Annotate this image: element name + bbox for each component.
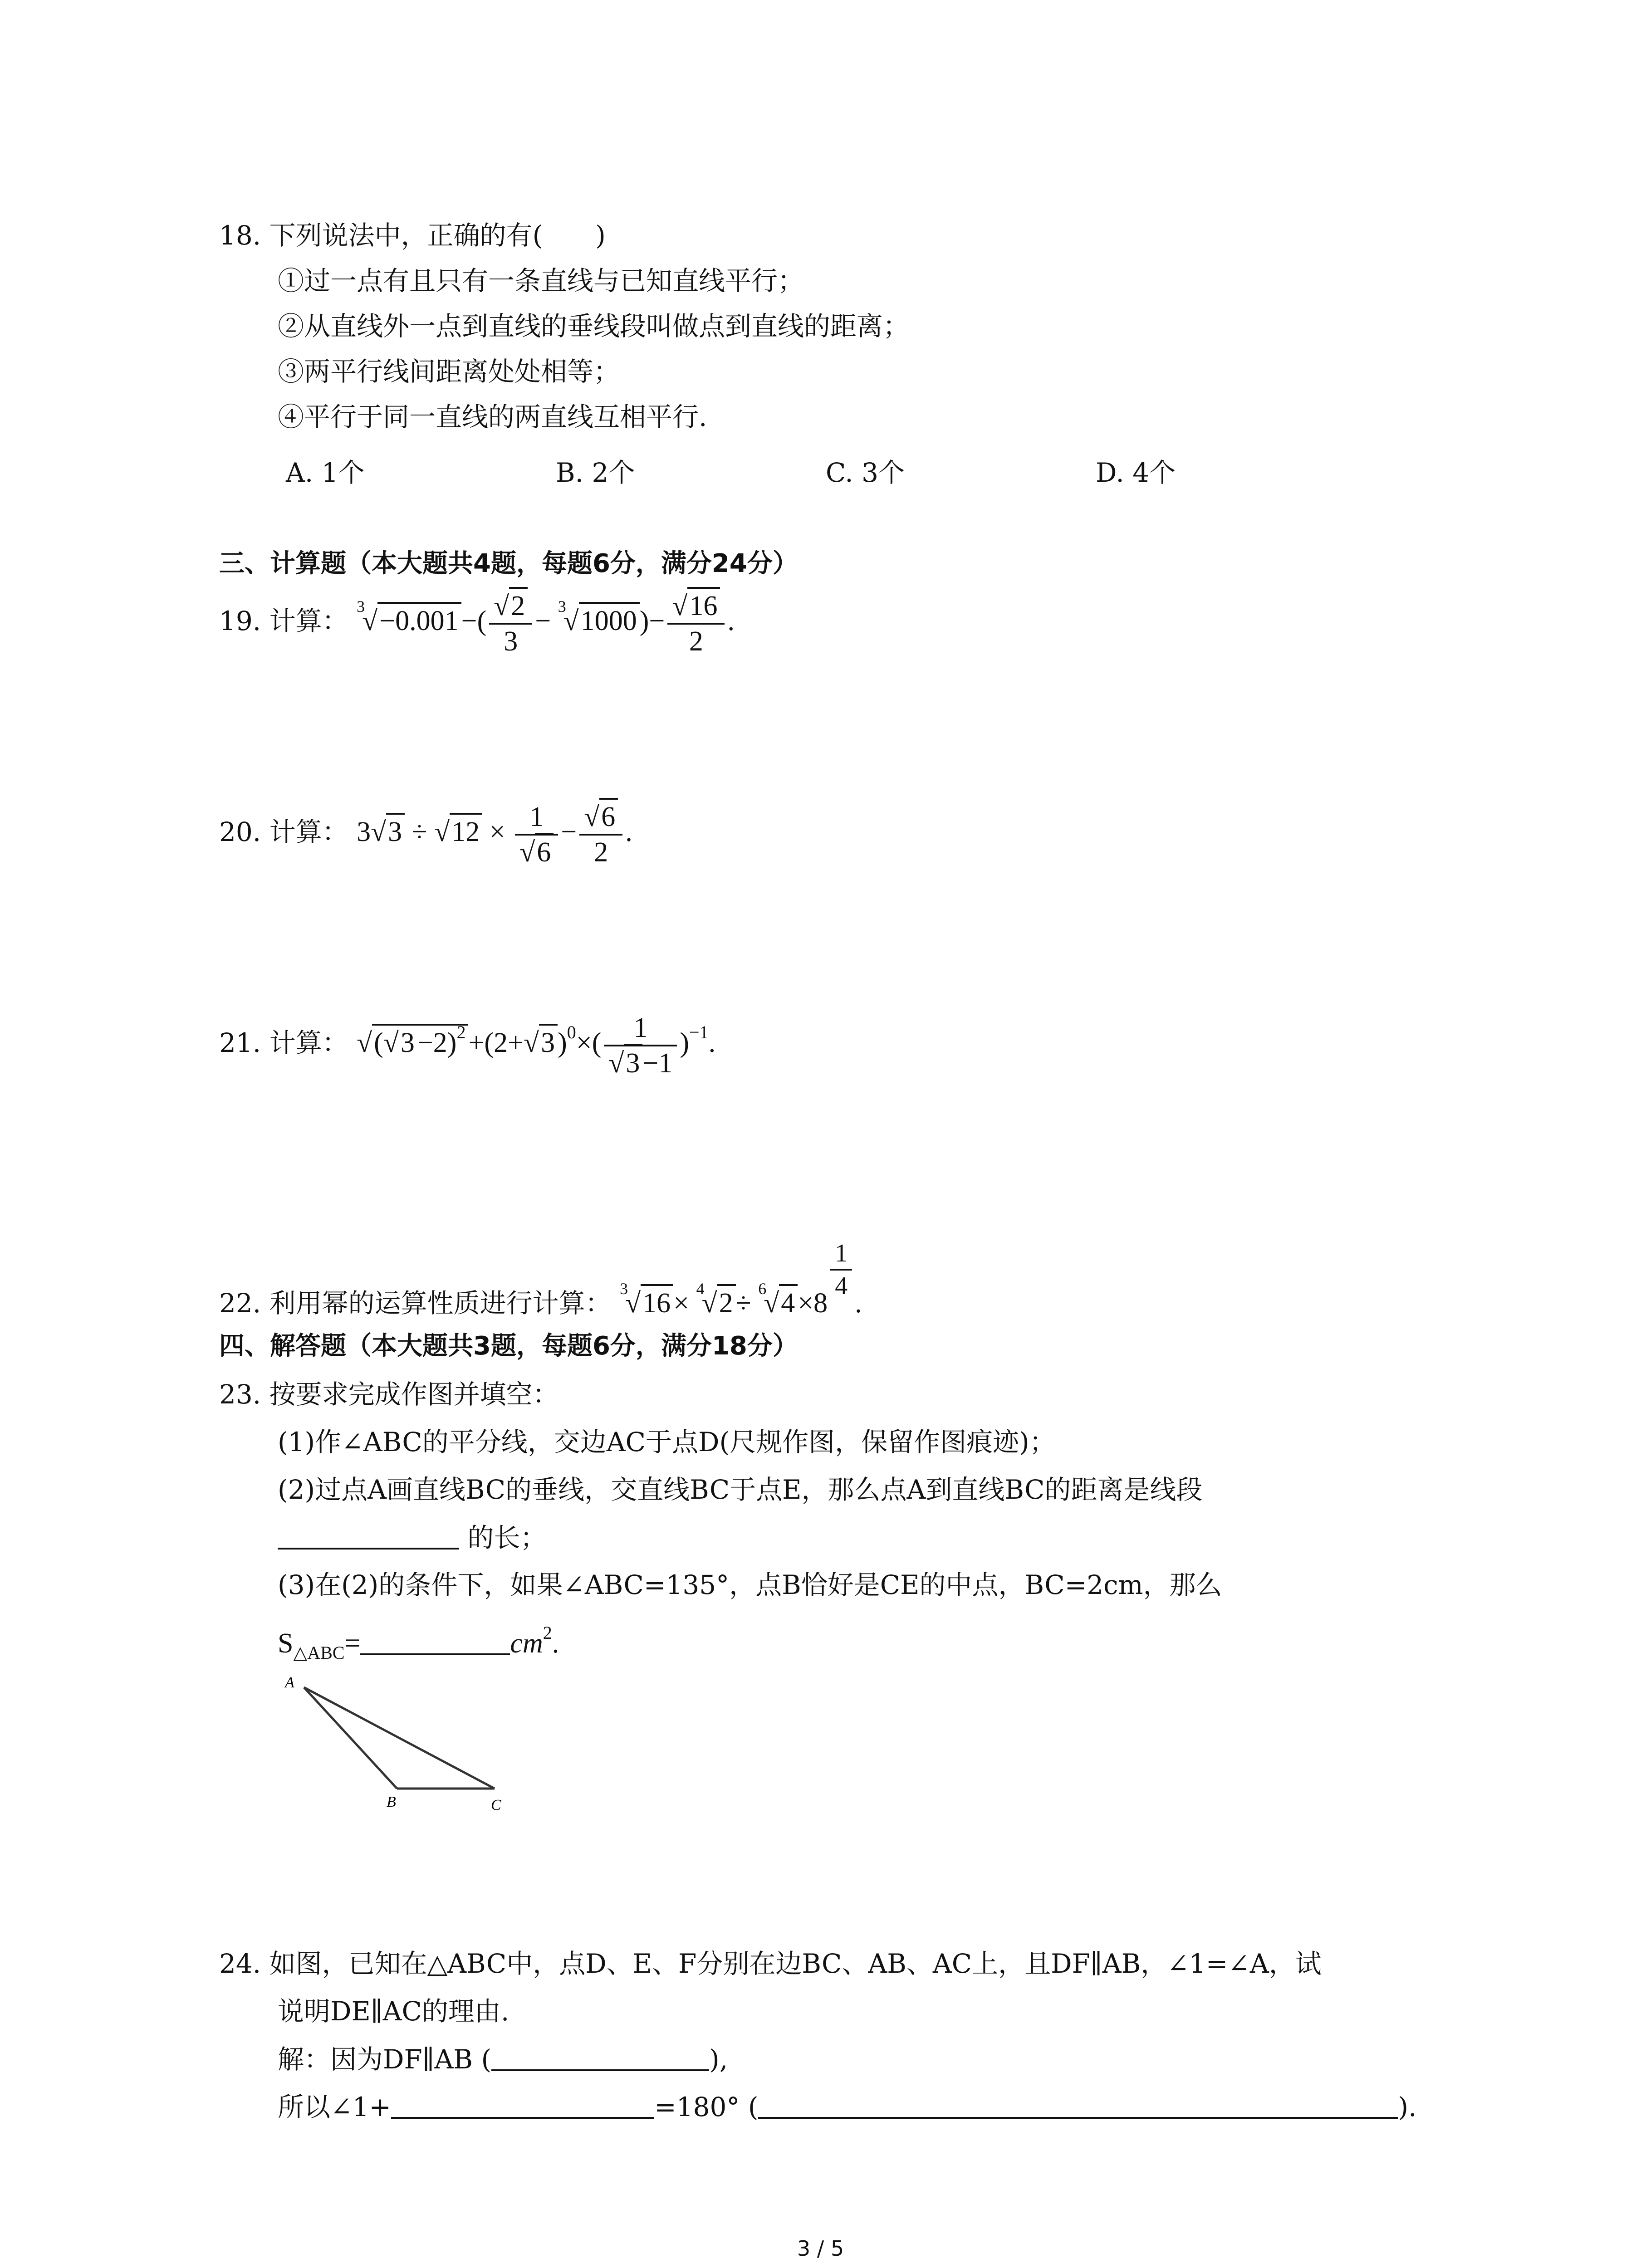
q19-op: −( [461,606,487,637]
q19-frac2-den: 2 [689,626,703,657]
q24-blank-1[interactable] [491,2046,709,2071]
q22-times: × [673,1288,690,1319]
q21-p2: −2) [417,1027,457,1059]
q23-area-s: S [278,1628,294,1659]
q21-exp-1: 2 [456,1022,466,1043]
q24-eq: =180° ( [654,2092,759,2122]
q22-root-1: 16 [641,1284,673,1319]
q23-unit: cm [510,1628,543,1659]
section-4-heading: 四、解答题（本大题共3题，每题6分，满分18分） [219,1331,798,1361]
q19-close: )− [639,606,665,637]
q21-exp-2: 0 [567,1022,576,1043]
q19-root-2: 1000 [579,602,640,636]
label-c: C [491,1797,501,1813]
q21-root-2: 3 [539,1024,558,1058]
q23-part-2-tail: 的长； [467,1522,547,1553]
q20-frac2-num: 6 [599,798,618,832]
q18-item-1: ①过一点有且只有一条直线与已知直线平行； [278,265,804,296]
q18-item-2: ②从直线外一点到直线的垂线段叫做点到直线的距离； [278,311,910,342]
q21-p4: ) [558,1027,567,1059]
q21-end: . [708,1027,716,1059]
q21-frac-den-root: 3 [624,1044,642,1079]
q23-part-3: (3)在(2)的条件下，如果∠ABC=135°，点B恰好是CE的中点，BC=2cm，那么 [278,1569,1222,1600]
q21-exp-3: −1 [689,1022,709,1043]
q20-label: 20. 计算： [219,816,348,848]
q20-times: × [489,816,505,848]
q20-coef: 3 [357,816,371,848]
q24-blank-3[interactable] [758,2093,1398,2119]
page-number: 3 / 5 [797,2236,844,2261]
q20-end: . [625,816,632,848]
q21-p5: ×( [576,1027,602,1059]
q18-option-b: B. 2个 [556,457,635,488]
triangle-figure [268,1669,522,1814]
q21-frac-num: 1 [604,1014,677,1046]
q22-label: 22. 利用幂的运算性质进行计算： [219,1288,612,1319]
q22-root-3: 4 [779,1284,798,1319]
q24-blank-2[interactable] [391,2093,654,2119]
q21-p6: ) [680,1027,690,1059]
q24-line-4 [278,2093,1417,2120]
q20-div: ÷ [411,816,427,848]
q18-stem: 18. 下列说法中，正确的有( ) [219,220,606,251]
q22-exp-den: 4 [835,1272,848,1300]
q22: 22. 利用幂的运算性质进行计算： $^3$√16× $^4$√2÷ $^6$√4×8 $\frac{1}{4}$ . [219,1239,862,1319]
q20: 20. 计算： 3√3 ÷ √12 × $\frac{1}{√6}$ − $\frac{√6}{2}$ . [219,803,632,866]
q21-p3: +(2+ [468,1027,524,1059]
q18-item-3: ③两平行线间距离处处相等； [278,356,620,387]
label-b: B [387,1794,396,1810]
q23-part-2: (2)过点A画直线BC的垂线，交直线BC于点E，那么点A到直线BC的距离是线段 [278,1474,1203,1505]
label-a: A [285,1674,294,1691]
q23-area-sub: △ABC [293,1642,345,1663]
q18-option-c: C. 3个 [826,457,905,488]
side-ab [304,1687,397,1789]
q20-root-1: 3 [386,813,405,847]
q19-frac1-den: 3 [504,626,518,657]
q19-root-1: −0.001 [377,602,461,636]
q22-end: . [855,1288,862,1319]
q19-frac2-num: 16 [687,587,720,621]
q23-stem: 23. 按要求完成作图并填空： [219,1379,559,1410]
q22-times-8: ×8 [798,1288,828,1319]
q21-frac-den-minus: −1 [642,1048,673,1079]
q21-root-1: 3 [399,1024,417,1058]
q19: 19. 计算： $^3$√−0.001−( $\frac{√2}{3}$ − $^3$√1000)− $\frac{√16}{2}$ . [219,592,735,655]
q23-part-2-cont [278,1524,546,1551]
q18-option-a: A. 1个 [286,457,365,488]
q22-root-2: 2 [717,1284,736,1319]
q20-minus: − [561,816,577,848]
q21: 21. 计算： $√(√3-2)^2+(2+√3)^0\times$( $\frac{1}{√3-1}$ )$^{-1}$. [219,1012,716,1079]
q23-unit-exp: 2 [543,1623,552,1643]
q24-end: ). [1398,2092,1417,2122]
section-3-heading: 三、计算题（本大题共4题，每题6分，满分24分） [219,549,798,578]
q18-item-4: ④平行于同一直线的两直线互相平行. [278,401,707,432]
q20-frac2-den: 2 [594,837,608,868]
q24-angle-prefix: 所以∠1+ [278,2092,392,2122]
q23-blank-1[interactable] [278,1524,459,1549]
q23-end: . [552,1628,559,1659]
q24-reason-prefix: 解：因为DF∥AB ( [278,2044,492,2075]
q22-div: ÷ [735,1288,751,1319]
q20-frac1-num: 1 [515,803,558,836]
q22-exp-num: 1 [830,1241,852,1271]
q24-reason-suffix: ), [709,2044,728,2075]
q24-line-3 [278,2044,728,2075]
q23-blank-2[interactable] [360,1630,510,1655]
q23-area-line [278,1624,559,1662]
q24-line-2: 说明DE∥AC的理由. [278,1996,509,2027]
q23-area-eq: = [344,1628,361,1659]
q21-p1: ( [374,1027,383,1059]
q24-line-1: 24. 如图，已知在△ABC中，点D、E、F分别在边BC、AB、AC上，且DF∥AB，∠1=∠A，试 [219,1948,1322,1979]
q20-root-2: 12 [450,813,482,847]
q19-frac1-num: 2 [509,587,528,621]
q19-label: 19. 计算： [219,606,348,637]
q18-option-d: D. 4个 [1096,457,1176,488]
q19-end: . [727,606,735,637]
q21-label: 21. 计算： [219,1027,348,1059]
q20-frac1-den: 6 [535,833,554,868]
q23-part-1: (1)作∠ABC的平分线，交边AC于点D(尺规作图，保留作图痕迹)； [278,1427,1056,1457]
q19-minus: − [535,606,551,637]
side-ac [304,1687,495,1789]
